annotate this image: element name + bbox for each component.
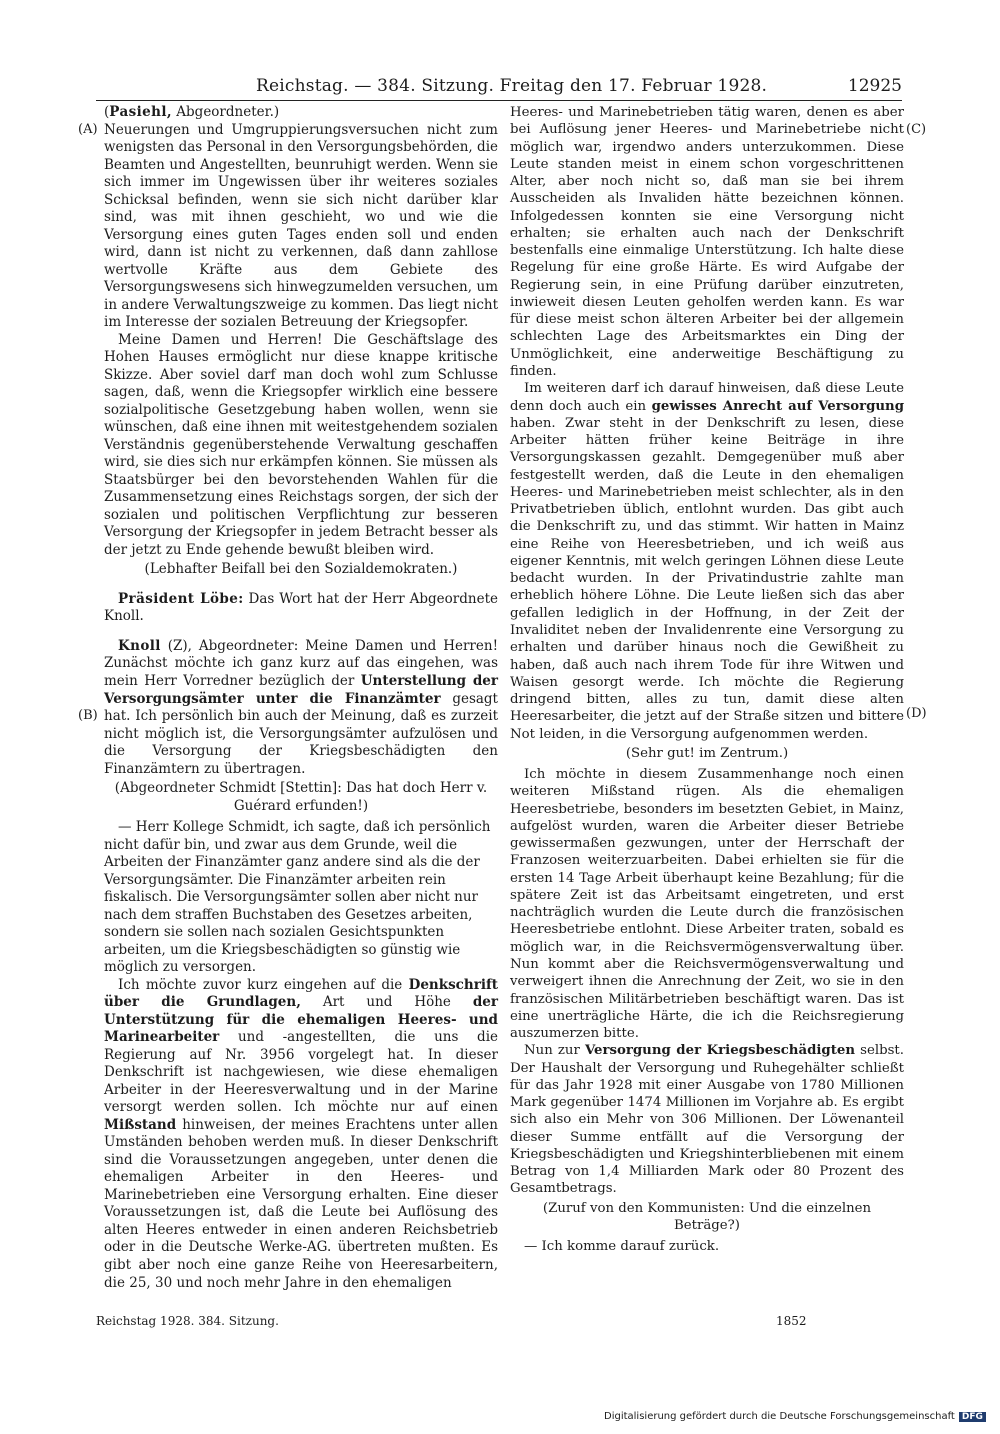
- speech-text: (Z), Abgeordneter: Meine Damen und Herren! Zunächst möchte ich ganz kurz auf das eingehen, was mein Herr Vorredner bezüglich der: [104, 637, 498, 689]
- header-title: Reichstag. — 384. Sitzung. Freitag den 17. Februar 1928.: [256, 76, 768, 96]
- paragraph: Ich möchte in diesem Zusammenhange noch einen weiteren Mißstand rügen. Als die ehemaligen Heeresbetriebe, besonders im besetzten Gebiet, in Mainz, aufgelöst wurden, waren die Arbeiter dieser Betriebe gewissermaßen gezwungen, unter der Herrschaft der Franzosen weiterzuarbeiten. Dabei erhielten sie für die ersten 14 Tage Arbeit überhaupt keine Bezahlung; für die spätere Zeit ist das Arbeitsamt eingetreten, und erst nachträglich wurden die Leute durch die französischen Heeresbetriebe entlohnt. Diese Arbeiter traten, sobald es möglich war, in die Reichsvermögensverwaltung über. Nun kommt aber die Reichsvermögensverwaltung und verweigert ihnen die Anrechnung der Zeit, wo sie in den französischen Militärbetrieben beschäftigt waren. Das ist eine unerträgliche Härte, die ich die Reichsregierung auszumerzen bitte.: [510, 767, 904, 1042]
- paragraph: [510, 1042, 904, 1197]
- speech-emphasis: gewisses Anrecht auf Versorgung: [651, 398, 905, 414]
- applause-note: (Lebhafter Beifall bei den Sozialdemokraten.): [144, 561, 458, 578]
- speaker-role: Abgeordneter.): [176, 104, 280, 120]
- right-column: [510, 104, 904, 1256]
- footer-session-ref: Reichstag 1928. 384. Sitzung.: [96, 1314, 279, 1328]
- applause-note: (Sehr gut! im Zentrum.): [625, 745, 789, 761]
- president-name: Präsident Löbe:: [118, 590, 244, 607]
- paragraph: Heeres- und Marinebetrieben tätig waren, denen es aber bei Auflösung jener Heeres- und Marinebetriebe nicht möglich war, irgendwo anders unterzukommen. Diese Leute standen meist in einem schon vorgeschrittenen Alter, aber noch nicht so, daß man sie bei ihrem Ausscheiden als Invaliden hätte bezeichnen können. Infolgedessen konnten sie eine Versorgung nicht erhalten; sie erhalten auch nach der Denkschrift bestenfalls eine einmalige Unterstützung. Ich halte diese Regelung für eine große Härte. Es wird Aufgabe der Regierung sein, in eine Prüfung darüber einzutreten, inwieweit diesen Leuten geholfen werden kann. Es war für diese meist schon älteren Arbeiter bei der allgemein schlechten Lage des Arbeitsmarktes ein Ding der Unmöglichkeit, eine anderweitige Beschäftigung zu finden.: [510, 105, 904, 379]
- speaker-knoll-name: Knoll: [118, 637, 161, 654]
- speech-emphasis: Versorgung der Kriegsbeschädigten: [584, 1043, 855, 1059]
- left-column: [104, 104, 498, 1292]
- speech-emphasis: Mißstand: [104, 1116, 177, 1133]
- credit-text: Digitalisierung gefördert durch die Deutsche Forschungsgemeinschaft: [604, 1411, 955, 1422]
- dfg-logo-icon: DFG: [959, 1412, 986, 1422]
- speech-emphasis: Unterstellung der Versorgungsämter unter die Finanzämter: [104, 672, 498, 707]
- paragraph: Neuerungen und Umgruppierungsversuchen nicht zum wenigsten das Personal in den Versorgungsbehörden, die Beamten und Angestellten, beunruhigt werden. Wenn sie sich immer im Ungewissen über ihr weiteres soziales Schicksal befinden, wenn sie sich nicht darüber klar sind, was mit ihnen geschieht, wo und wie die Versorgung eines guten Tages enden soll und enden wird, dann ist nicht zu verkennen, daß dann zahllose wertvolle Kräfte aus dem Gebiete des Versorgungswesens sich hinwegzumelden versuchen, um in andere Verwaltungszweige zu kommen. Das liegt nicht im Interesse der sozialen Betreuung der Kriegsopfer.: [104, 121, 498, 331]
- speech-emphasis: Denkschrift über die Grundlagen,: [104, 976, 498, 1011]
- speaker-name: Pasiehl,: [109, 104, 172, 120]
- speech-text: und -angestellten, die uns die Regierung auf Nr. 3956 vorgelegt hat. In dieser Denkschrift ist nachgewiesen, wie diese ehemaligen Arbeiter in der Heeresverwaltung und in der Marine versorgt werden sollen. Ich möchte nur auf einen: [104, 1029, 498, 1116]
- reply: — Ich komme darauf zurück.: [524, 1239, 720, 1255]
- interjection: (Abgeordneter Schmidt [Stettin]: Das hat doch Herr v. Guérard erfunden!): [114, 780, 488, 814]
- speech-text: selbst. Der Haushalt der Versorgung und Ruhegehälter schließt für das Jahr 1928 mit einer Ausgabe von 1780 Millionen Mark gegenüber 1474 Millionen im Vorjahre ab. Es ergibt sich also ein Mehr von 306 Millionen. Der Löwenanteil dieser Summe entfällt auf die Versorgung der Kriegsbeschädigten und Kriegshinterbliebenen mit einem Betrag von 1,4 Milliarden Mark oder 80 Prozent des Gesamtbetrags.: [510, 1043, 904, 1197]
- speech-text: hinweisen, der meines Erachtens unter allen Umständen behoben werden muß. In dieser Denkschrift sind die Voraussetzungen angegeben, unter denen die ehemaligen Arbeiter in den Heeres- und Marinebetrieben eine Versorgung erhalten. Eine dieser Voraussetzungen ist, daß die Leute bei Auflösung des alten Heeres entweder in einen anderen Reichsbetrieb oder in die Deutsche Werke-AG. übertreten mußten. Es gibt aber noch eine ganze Reihe von Heeresarbeitern, die 25, 30 und noch mehr Jahre in den ehemaligen: [104, 1116, 498, 1291]
- footer-sheet-number: 1852: [776, 1314, 807, 1328]
- margin-marker-c: (C): [906, 122, 927, 137]
- speech-text: Ich möchte zuvor kurz eingehen auf die: [118, 976, 403, 993]
- speaker-continuation: (Pasiehl, Abgeordneter.): [104, 104, 280, 120]
- paragraph: Meine Damen und Herren! Die Geschäftslage des Hohen Hauses ermöglicht nur diese knappe kritische Skizze. Aber soviel darf man doch wohl zum Schlusse sagen, daß, wenn die Kriegsopfer wirklich eine bessere sozialpolitische Gesetzgebung haben wollen, wenn sie wünschen, daß eine ihnen mit weitestgehendem sozialen Verständnis gegenüberstehende Verwaltung geschaffen wird, sie dies sich nur erkämpfen können. Sie müssen als Staatsbürger bei den bevorstehenden Wahlen für die Zusammensetzung eines Reichstags sorgen, der sich der sozialen und politischen Verpflichtung zur besseren Versorgung der Kriegsopfer in jedem Betracht besser als der jetzt zu Ende gehende bewußt bleiben wird.: [104, 331, 498, 558]
- header-page-number: 12925: [847, 76, 902, 96]
- speech-intro: [104, 638, 498, 778]
- reply: — Herr Kollege Schmidt, ich sagte, daß ich persönlich nicht dafür bin, und zwar aus dem Grunde, weil die Arbeiten der Finanzämter ganz andere sind als die der Versorgungsämter. Die Finanzämter arbeiten rein fiskalisch. Die Versorgungsämter sollen aber nicht nur nach dem straffen Buchstaben des Gesetzes arbeiten, sondern sie sollen nach sozialen Gesichtspunkten arbeiten, um die Kriegsbeschädigten so günstig wie möglich zu versorgen.: [104, 819, 491, 976]
- speech-text: haben. Zwar steht in der Denkschrift zu lesen, diese Arbeiter hätten früher keine Beiträge in ihre Versorgungskassen gezahlt. Demgegenüber muß aber festgestellt werden, daß die Leute in den ehemaligen Heeres- und Marinebetrieben meist schlechter, als in den Privatbetrieben üblich, entlohnt wurden. Das gibt auch die Denkschrift zu, und das stimmt. Wir hatten in Mainz eine Reihe von Heeresbetrieben, und ich weiß aus eigener Kenntnis, mit welch geringen Löhnen diese Leute bedacht wurden. In der Privatindustrie zahlte man erheblich höhere Löhne. Die Leute ließen sich das aber gefallen lediglich in der Hoffnung, in der Zeit der Invaliditet neben der Invalidenrente eine Versorgung zu erhalten und darüber hinaus noch die Gewißheit zu haben, daß auch nach ihrem Tode für ihre Witwen und Waisen gesorgt werde. Ich möchte die Regierung dringend bitten, alles zu tun, damit diese alten Heeresarbeiter, die jetzt auf der Straße sitzen und bittere Not leiden, in die Versorgung aufgenommen werden.: [510, 415, 904, 742]
- speech-text: Nun zur: [524, 1043, 580, 1059]
- margin-marker-a: (A): [78, 122, 98, 137]
- speech-text: gesagt hat. Ich persönlich bin auch der Meinung, daß es zurzeit nicht möglich ist, die Versorgungsämter aufzulösen und die Versorgung der Kriegsbeschädigten den Finanzämtern zu übertragen.: [104, 690, 498, 777]
- page-header: [96, 74, 902, 101]
- paragraph: [510, 380, 904, 743]
- speech-emphasis: der Unterstützung für die ehemaligen Heeres- und Marinearbeiter: [104, 994, 498, 1046]
- president-text: Das Wort hat der Herr Abgeordnete Knoll.: [104, 590, 498, 625]
- speech-text: Art und Höhe: [322, 994, 451, 1011]
- president-statement: [104, 591, 498, 626]
- margin-marker-d: (D): [906, 706, 927, 721]
- digitization-credit: [604, 1411, 986, 1422]
- paragraph: [104, 977, 498, 1292]
- speech-text: Im weiteren darf ich darauf hinweisen, daß diese Leute denn doch auch ein: [510, 381, 904, 414]
- interjection: (Zuruf von den Kommunisten: Und die einzelnen Beträge?): [542, 1200, 872, 1233]
- margin-marker-b: (B): [78, 708, 98, 723]
